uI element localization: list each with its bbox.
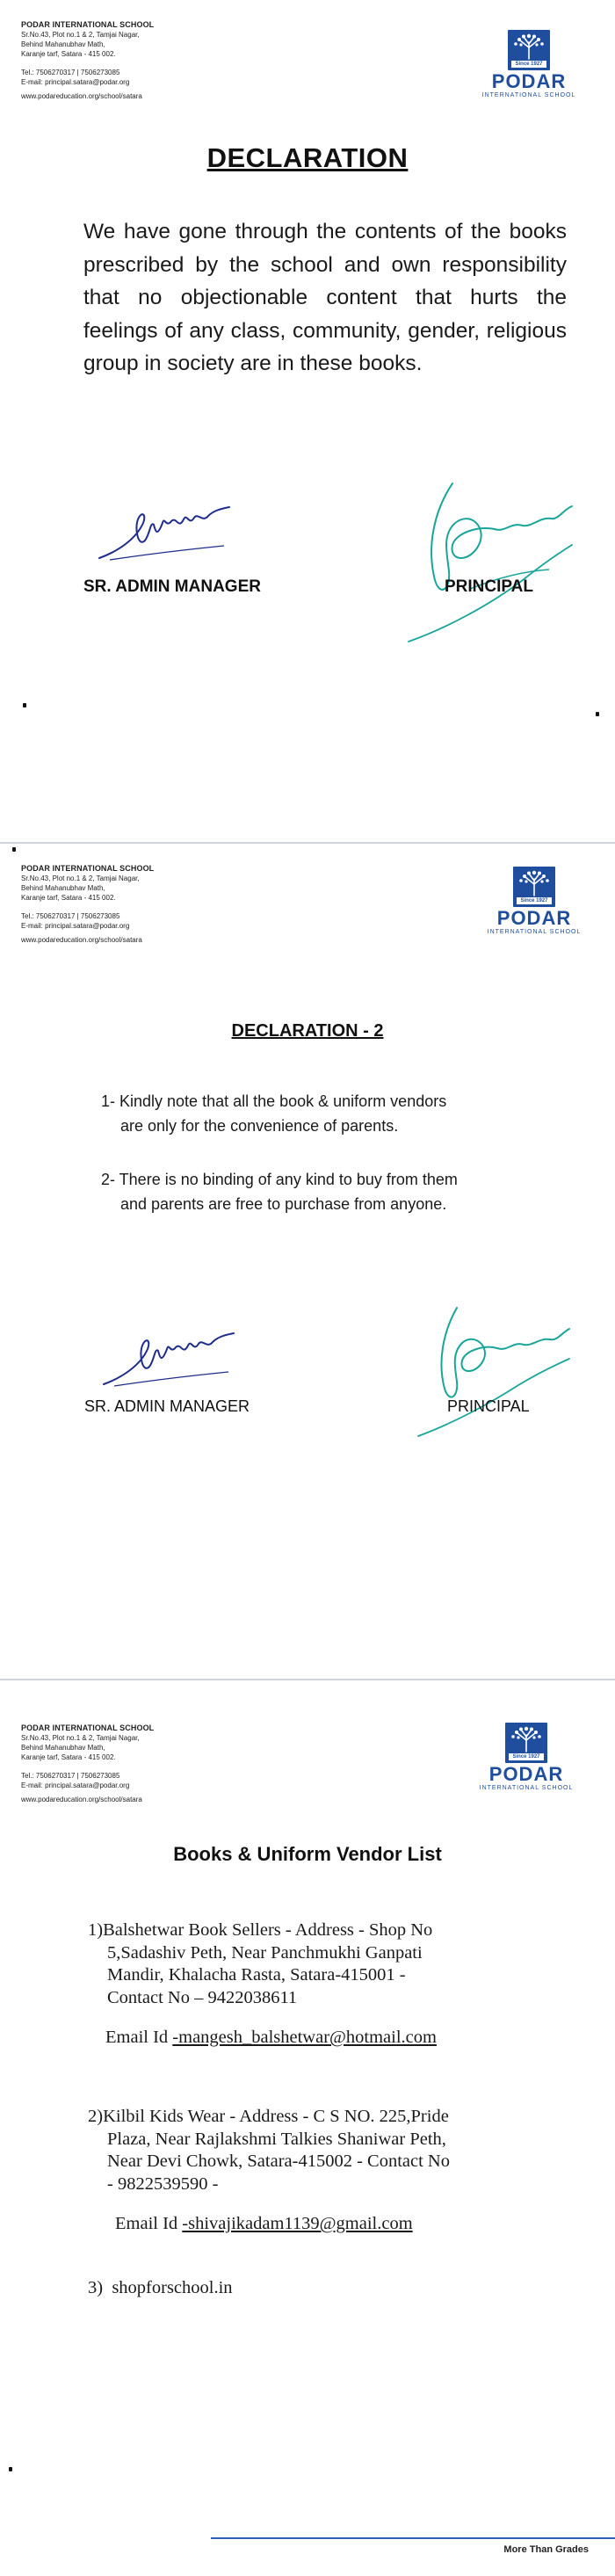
vendor-1-line-2: 5,Sadashiv Peth, Near Panchmukhi Ganpati — [107, 1942, 423, 1963]
declaration-item-1 — [101, 1089, 575, 1138]
school-address-block — [21, 863, 154, 945]
vendor-2-email-row — [115, 2213, 413, 2236]
declaration-paragraph: We have gone through the contents of the books prescribed by the school and own responsibility that no objectionable content that hurts the feelings of any class, community, gender, religious group in society are in these books. — [83, 220, 567, 375]
vendor-1-line-1: 1)Balshetwar Book Sellers - Address - Shop No — [88, 1920, 433, 1940]
address-line-1: Sr.No.43, Plot no.1 & 2, Tamjai Nagar, — [21, 874, 140, 882]
school-address-block — [21, 1723, 154, 1804]
vendor-1-email-label: Email Id — [105, 2028, 173, 2047]
address-line-2: Behind Mahanubhav Math, — [21, 884, 105, 892]
website: www.podareducation.org/school/satara — [21, 1796, 142, 1803]
address-line-3: Karanje tarf, Satara - 415 002. — [21, 894, 116, 902]
vendor-1-line-4: Contact No – 9422038611 — [107, 1987, 298, 2007]
principal-signature-image — [400, 475, 575, 650]
declaration-item-2-first-line: 2- There is no binding of any kind to buy from them — [101, 1171, 458, 1188]
telephone: Tel.: 7506270317 | 7506273085 — [21, 912, 120, 920]
admin-signature-image — [92, 497, 250, 567]
declaration-page-2 — [0, 844, 615, 1680]
vendor-2-line-1: 2)Kilbil Kids Wear - Address - C S NO. 225,Pride — [88, 2107, 449, 2126]
podar-logo — [468, 867, 600, 936]
telephone: Tel.: 7506270317 | 7506273085 — [21, 1772, 120, 1780]
logo-subtitle: INTERNATIONAL SCHOOL — [481, 92, 576, 98]
tree-logo-icon — [505, 1723, 547, 1763]
scan-speck — [596, 712, 599, 716]
tree-logo-icon — [513, 867, 555, 907]
since-badge: Since 1927 — [511, 61, 546, 68]
podar-logo — [460, 1723, 592, 1792]
scan-speck — [12, 847, 16, 852]
vendor-list-page — [0, 1680, 615, 2576]
admin-signatory-label: SR. ADMIN MANAGER — [84, 1397, 250, 1415]
principal-signatory-label: PRINCIPAL — [445, 577, 533, 596]
website: www.podareducation.org/school/satara — [21, 936, 142, 944]
vendor-1-email-row — [105, 2027, 437, 2050]
address-line-3: Karanje tarf, Satara - 415 002. — [21, 50, 116, 58]
scan-speck — [23, 703, 26, 707]
vendor-3-website[interactable]: 3) shopforschool.in — [88, 2278, 233, 2297]
principal-signature-image — [413, 1301, 571, 1441]
logo-name: PODAR — [496, 907, 572, 929]
admin-signature-image — [97, 1323, 255, 1393]
tree-logo-icon — [508, 30, 550, 70]
declaration-item-1-first-line: 1- Kindly note that all the book & uniform vendors — [101, 1092, 447, 1110]
school-name: PODAR INTERNATIONAL SCHOOL — [21, 20, 155, 29]
vendor-2-email-label: Email Id — [115, 2214, 183, 2233]
footer-rule — [211, 2537, 615, 2539]
page-title: DECLARATION - 2 — [231, 1021, 384, 1041]
scan-speck — [9, 2467, 12, 2471]
address-line-2: Behind Mahanubhav Math, — [21, 40, 105, 48]
school-address-block — [21, 19, 154, 101]
declaration-item-1-continuation: are only for the convenience of parents. — [120, 1117, 399, 1135]
vendor-1-line-3: Mandir, Khalacha Rasta, Satara-415001 - — [107, 1965, 406, 1985]
admin-signatory-label: SR. ADMIN MANAGER — [83, 577, 261, 596]
website: www.podareducation.org/school/satara — [21, 92, 142, 100]
vendor-2-block — [88, 2106, 580, 2195]
declaration-page-1 — [0, 0, 615, 844]
email: E-mail: principal.satara@podar.org — [21, 1781, 130, 1789]
address-line-3: Karanje tarf, Satara - 415 002. — [21, 1753, 116, 1761]
podar-logo — [463, 30, 595, 99]
vendor-1-block — [88, 1919, 580, 2009]
school-name: PODAR INTERNATIONAL SCHOOL — [21, 864, 155, 873]
page-title: Books & Uniform Vendor List — [173, 1843, 442, 1865]
address-line-1: Sr.No.43, Plot no.1 & 2, Tamjai Nagar, — [21, 1734, 140, 1742]
logo-name: PODAR — [491, 70, 567, 92]
vendor-2-line-2: Plaza, Near Rajlakshmi Talkies Shaniwar Peth, — [107, 2129, 446, 2149]
declaration-item-2 — [101, 1167, 575, 1216]
vendor-2-line-3: Near Devi Chowk, Satara-415002 - Contact No — [107, 2152, 450, 2171]
address-line-1: Sr.No.43, Plot no.1 & 2, Tamjai Nagar, — [21, 31, 140, 39]
since-badge: Since 1927 — [509, 1753, 544, 1760]
email: E-mail: principal.satara@podar.org — [21, 922, 130, 930]
vendor-2-email-link[interactable]: -shivajikadam1139@gmail.com — [182, 2214, 413, 2233]
principal-signatory-label: PRINCIPAL — [447, 1397, 530, 1415]
address-line-2: Behind Mahanubhav Math, — [21, 1744, 105, 1752]
logo-name: PODAR — [488, 1763, 564, 1785]
vendor-2-line-4: - 9822539590 - — [107, 2173, 219, 2194]
declaration-item-2-continuation: and parents are free to purchase from anyone. — [120, 1195, 447, 1213]
footer-tagline: More Than Grades — [503, 2544, 589, 2555]
school-name: PODAR INTERNATIONAL SCHOOL — [21, 1723, 155, 1732]
page-title: DECLARATION — [206, 142, 409, 173]
vendor-1-email-link[interactable]: -mangesh_balshetwar@hotmail.com — [172, 2028, 437, 2047]
logo-subtitle: INTERNATIONAL SCHOOL — [479, 1785, 574, 1791]
telephone: Tel.: 7506270317 | 7506273085 — [21, 69, 120, 76]
logo-subtitle: INTERNATIONAL SCHOOL — [487, 929, 582, 935]
email: E-mail: principal.satara@podar.org — [21, 78, 130, 86]
since-badge: Since 1927 — [517, 897, 552, 904]
